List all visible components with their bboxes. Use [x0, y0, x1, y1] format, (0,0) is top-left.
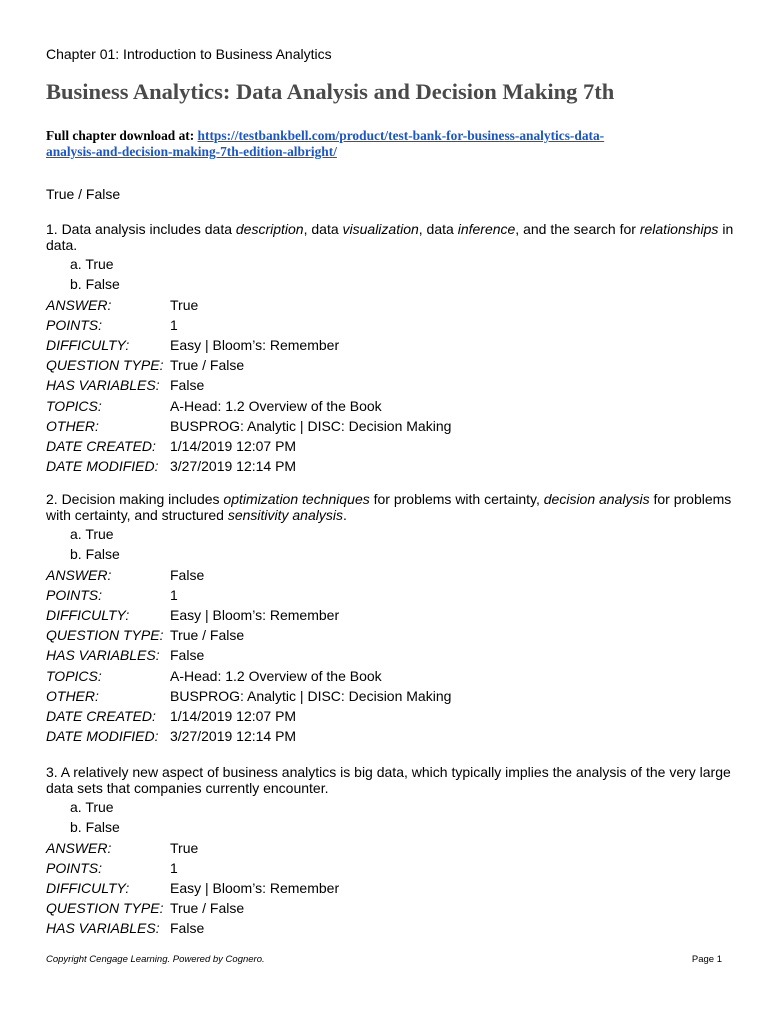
meta-value: A-Head: 1.2 Overview of the Book [170, 397, 382, 414]
meta-row-date-modified [46, 456, 736, 476]
meta-value: 3/27/2019 12:14 PM [170, 458, 297, 475]
meta-row-topics [46, 666, 736, 686]
meta-label: POINTS: [46, 859, 103, 876]
meta-label: ANSWER: [46, 839, 112, 856]
meta-label: POINTS: [46, 316, 103, 333]
meta-label: TOPICS: [46, 667, 102, 684]
meta-row-difficulty [46, 878, 736, 898]
meta-row-has-variables [46, 918, 736, 938]
stem-text: 1. Data analysis includes data [46, 221, 236, 237]
stem-text: 2. Decision making includes [46, 491, 224, 507]
question-stem [46, 491, 736, 523]
answer-option: b. False [70, 546, 120, 563]
footer-page-number: Page 1 [691, 954, 722, 965]
section-heading: True / False [46, 186, 121, 202]
meta-value: A-Head: 1.2 Overview of the Book [170, 667, 382, 684]
meta-value: 1/14/2019 12:07 PM [170, 437, 297, 454]
meta-row-has-variables [46, 645, 736, 665]
meta-row-difficulty [46, 605, 736, 625]
meta-row-points [46, 858, 736, 878]
download-link-line1: https://testbankbell.com/product/test-bank-for-business-analytics-data- [197, 128, 605, 143]
meta-value: 1 [170, 586, 178, 603]
meta-row-date-modified [46, 726, 736, 746]
meta-value: True [170, 296, 199, 313]
meta-value: 3/27/2019 12:14 PM [170, 728, 297, 745]
answer-options [46, 254, 736, 295]
question-metadata [46, 838, 736, 939]
stem-text: for problems with certainty, and structured [46, 491, 732, 523]
meta-label: DIFFICULTY: [46, 606, 130, 623]
meta-row-other [46, 686, 736, 706]
meta-value: True [170, 839, 199, 856]
meta-label: POINTS: [46, 586, 103, 603]
meta-value: True / False [170, 900, 245, 917]
stem-emphasis: inference [457, 221, 516, 237]
meta-value: False [170, 377, 205, 394]
meta-value: Easy | Bloom’s: Remember [170, 336, 340, 353]
answer-options [46, 524, 736, 565]
answer-option: a. True [70, 256, 114, 272]
meta-row-difficulty [46, 335, 736, 355]
meta-label: HAS VARIABLES: [46, 647, 160, 664]
download-link-line2: analysis-and-decision-making-7th-edition-albright/ [46, 144, 337, 159]
question-2 [46, 491, 736, 746]
stem-emphasis: optimization techniques [223, 491, 370, 507]
stem-text: , data [303, 221, 343, 237]
stem-emphasis: decision analysis [543, 491, 650, 507]
meta-row-topics [46, 396, 736, 416]
question-1 [46, 221, 736, 476]
meta-value: BUSPROG: Analytic | DISC: Decision Making [170, 687, 452, 704]
meta-value: Easy | Bloom’s: Remember [170, 606, 340, 623]
meta-row-answer [46, 838, 736, 858]
question-metadata [46, 565, 736, 747]
stem-text: . [342, 507, 347, 523]
stem-text: in data. [46, 221, 734, 253]
meta-row-date-created [46, 436, 736, 456]
question-stem [46, 221, 736, 253]
meta-value: BUSPROG: Analytic | DISC: Decision Making [170, 417, 452, 434]
meta-label: OTHER: [46, 687, 99, 704]
meta-label: DATE MODIFIED: [46, 458, 159, 475]
meta-value: False [170, 566, 205, 583]
meta-row-question-type [46, 355, 736, 375]
meta-label: ANSWER: [46, 296, 112, 313]
meta-label: HAS VARIABLES: [46, 377, 160, 394]
meta-value: 1 [170, 859, 178, 876]
meta-value: False [170, 647, 205, 664]
meta-label: DIFFICULTY: [46, 879, 130, 896]
meta-value: Easy | Bloom’s: Remember [170, 879, 340, 896]
chapter-header: Chapter 01: Introduction to Business Analytics [46, 46, 332, 62]
meta-label: QUESTION TYPE: [46, 627, 164, 644]
meta-row-answer [46, 295, 736, 315]
stem-text: , and the search for [515, 221, 640, 237]
stem-text: for problems with certainty, [369, 491, 544, 507]
stem-emphasis: sensitivity analysis [227, 507, 343, 523]
stem-emphasis: visualization [342, 221, 419, 237]
answer-option: a. True [70, 799, 114, 815]
answer-option: b. False [70, 276, 120, 293]
meta-label: OTHER: [46, 417, 99, 434]
meta-label: QUESTION TYPE: [46, 357, 164, 374]
meta-row-has-variables [46, 375, 736, 395]
stem-text: 3. A relatively new aspect of business analytics is big data, which typically implies the analysis of the very large data sets that companies currently encounter. [46, 764, 731, 796]
meta-row-question-type [46, 898, 736, 918]
meta-row-date-created [46, 706, 736, 726]
meta-label: DATE MODIFIED: [46, 728, 159, 745]
meta-label: DATE CREATED: [46, 437, 156, 454]
meta-row-points [46, 585, 736, 605]
answer-option: b. False [70, 819, 120, 836]
question-3 [46, 764, 736, 939]
document-title: Business Analytics: Data Analysis and Decision Making 7th [46, 79, 615, 104]
question-metadata [46, 295, 736, 477]
meta-row-other [46, 416, 736, 436]
meta-value: 1/14/2019 12:07 PM [170, 707, 297, 724]
meta-label: DATE CREATED: [46, 707, 156, 724]
meta-value: False [170, 920, 205, 937]
meta-row-points [46, 315, 736, 335]
meta-row-answer [46, 565, 736, 585]
stem-text: , data [418, 221, 458, 237]
download-label: Full chapter download at: [46, 128, 195, 143]
meta-label: QUESTION TYPE: [46, 900, 164, 917]
meta-label: HAS VARIABLES: [46, 920, 160, 937]
meta-value: 1 [170, 316, 178, 333]
meta-label: ANSWER: [46, 566, 112, 583]
question-stem [46, 764, 736, 796]
answer-option: a. True [70, 526, 114, 542]
stem-emphasis: relationships [639, 221, 719, 237]
answer-options [46, 797, 736, 838]
stem-emphasis: description [235, 221, 304, 237]
meta-value: True / False [170, 627, 245, 644]
meta-label: TOPICS: [46, 397, 102, 414]
footer-copyright: Copyright Cengage Learning. Powered by Cognero. [46, 954, 265, 965]
download-notice [46, 128, 726, 160]
meta-value: True / False [170, 357, 245, 374]
meta-row-question-type [46, 625, 736, 645]
meta-label: DIFFICULTY: [46, 336, 130, 353]
